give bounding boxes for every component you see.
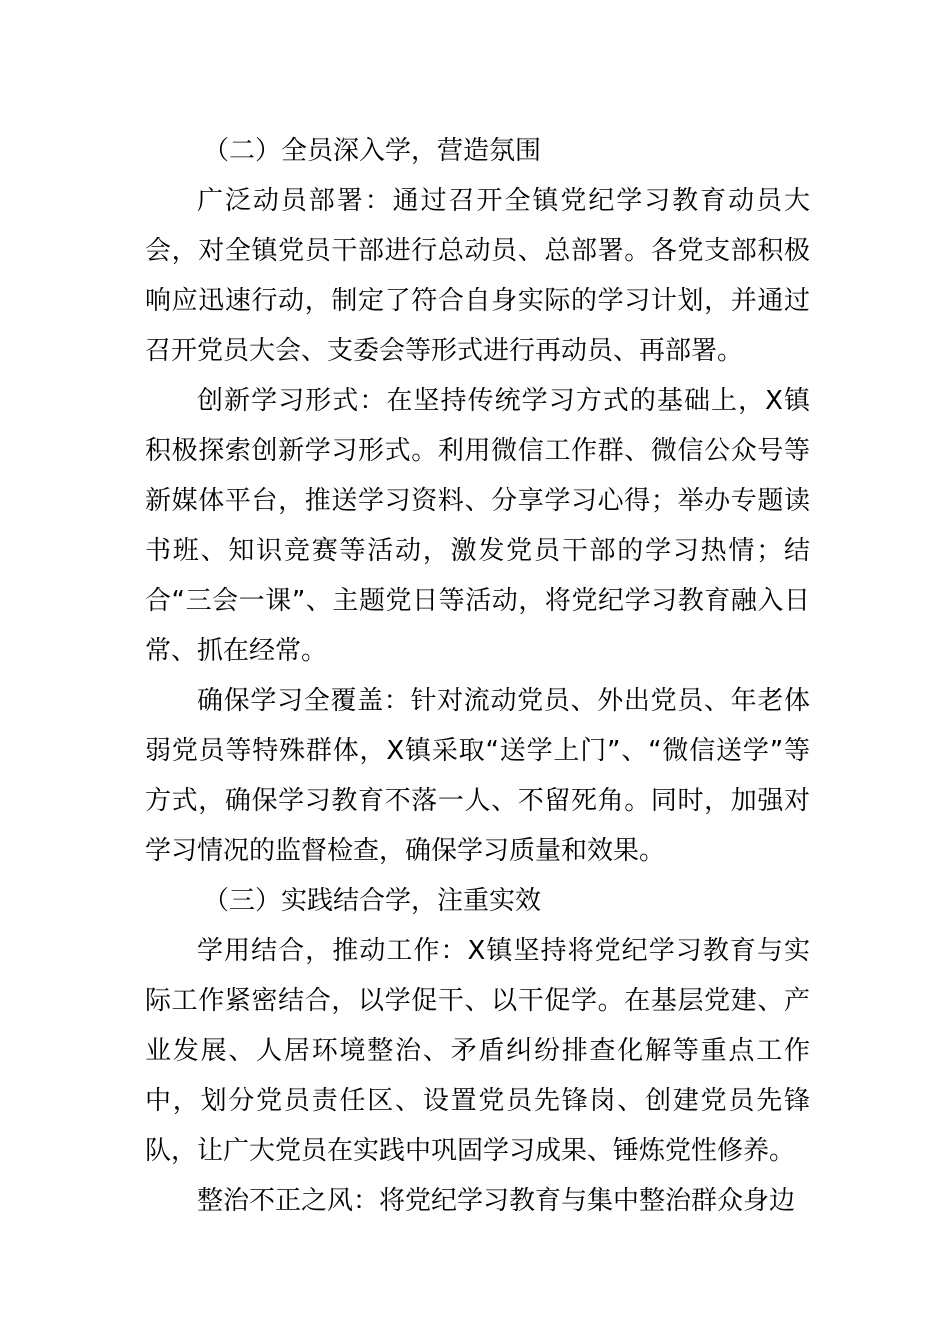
paragraph-rectification: 整治不正之风：将党纪学习教育与集中整治群众身边 [197,1186,796,1216]
paragraph-innovation: 创新学习形式：在坚持传统学习方式的基础上，X镇积极探索创新学习形式。利用微信工作群、微信公众号等新媒体平台，推送学习资料、分享学习心得；举办专题读书班、知识竞赛等活动，激发党员干部的学习热情；结合“三会一课”、主题党日等活动，将党纪学习教育融入日常、抓在经常。 [145,386,810,666]
paragraph-full-coverage: 确保学习全覆盖：针对流动党员、外出党员、年老体弱党员等特殊群体，X镇采取“送学上门”、“微信送学”等方式，确保学习教育不落一人、不留死角。同时，加强对学习情况的监督检查，确保学习质量和效果。 [145,686,810,866]
section-heading-3: （三）实践结合学，注重实效 [203,886,542,916]
paragraph-mobilization: 广泛动员部署：通过召开全镇党纪学习教育动员大会，对全镇党员干部进行总动员、总部署。各党支部积极响应迅速行动，制定了符合自身实际的学习计划，并通过召开党员大会、支委会等形式进行再动员、再部署。 [145,186,810,366]
section-heading-2: （二）全员深入学，营造氛围 [203,136,542,166]
paragraph-practice: 学用结合，推动工作：X镇坚持将党纪学习教育与实际工作紧密结合，以学促干、以干促学。在基层党建、产业发展、人居环境整治、矛盾纠纷排查化解等重点工作中，划分党员责任区、设置党员先锋岗、创建党员先锋队，让广大党员在实践中巩固学习成果、锤炼党性修养。 [145,936,810,1166]
document-body [145,126,810,1226]
